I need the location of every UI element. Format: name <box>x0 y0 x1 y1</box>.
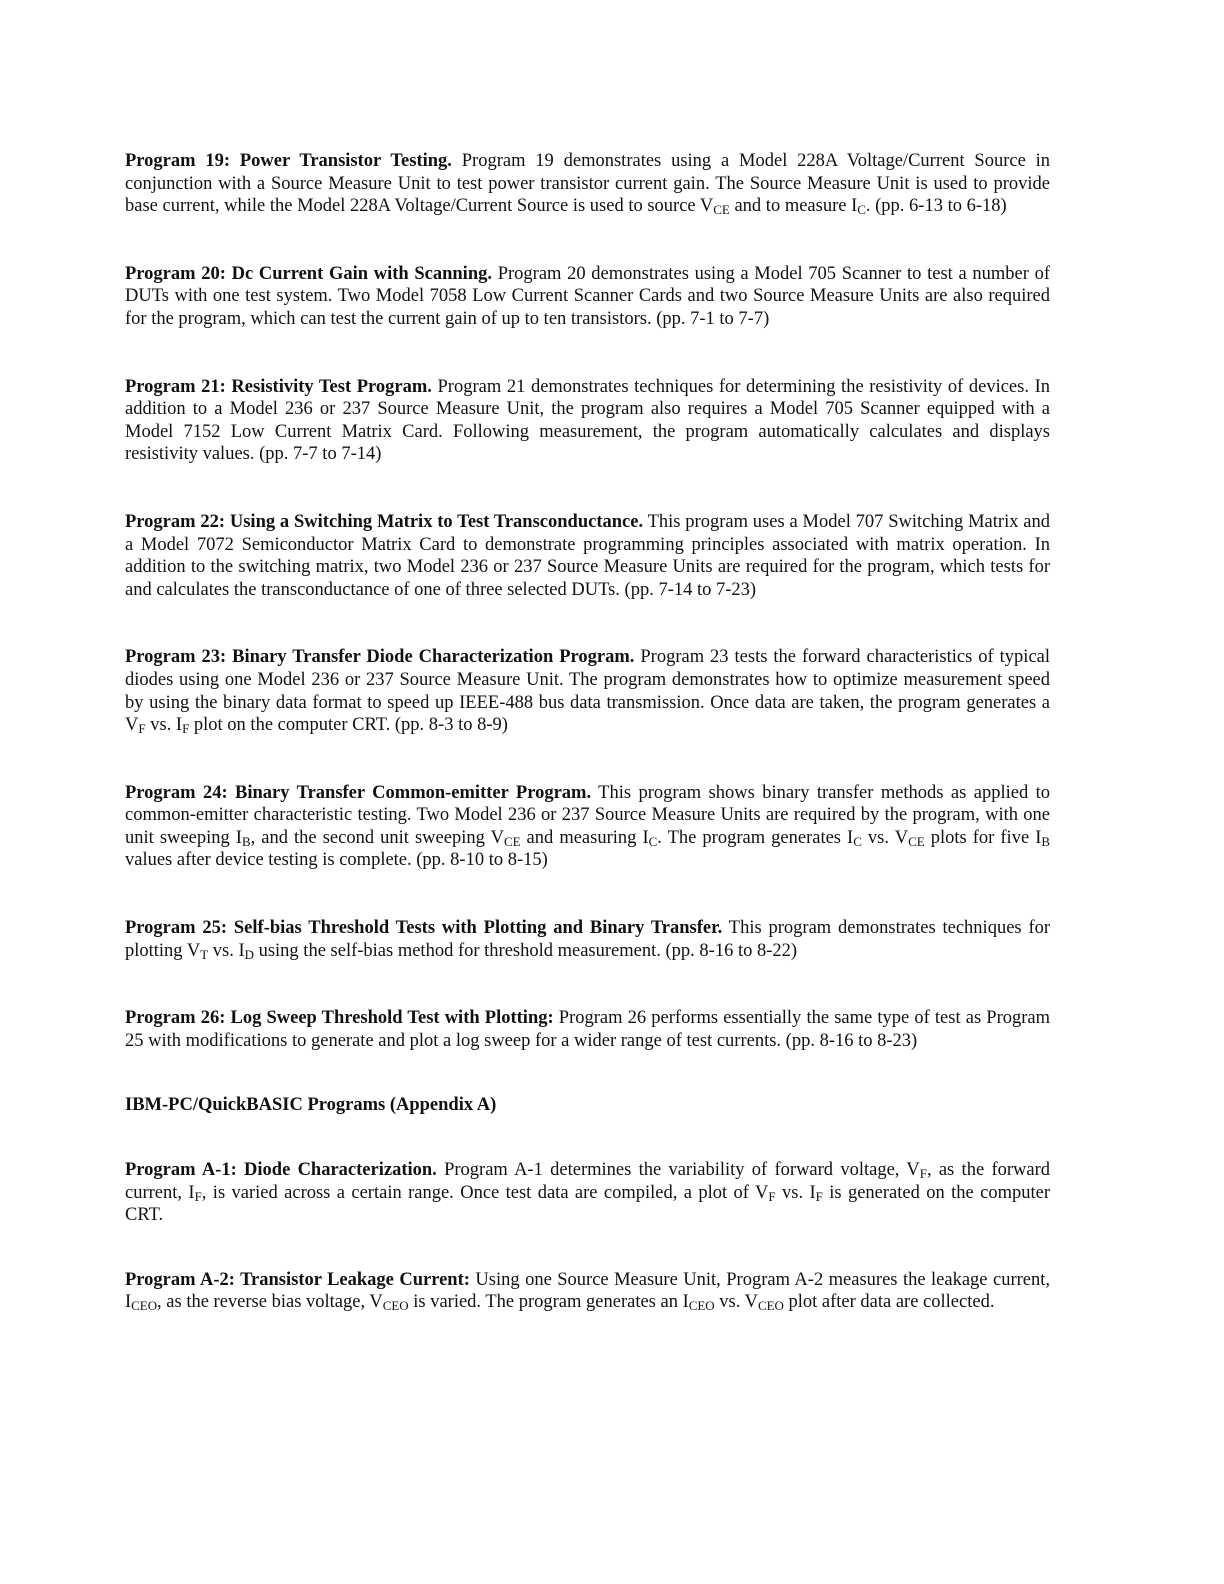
entry-title: Program 23: Binary Transfer Diode Characterization Program. <box>125 647 635 668</box>
entry-title: Program 24: Binary Transfer Common-emitter Program. <box>125 782 592 803</box>
entry-title: Program A-1: Diode Characterization. <box>125 1160 437 1181</box>
program-22-entry: Program 22: Using a Switching Matrix to Test Transconductance. This program uses a Model 707 Switching Matrix and a Model 7072 Semiconductor Matrix Card to demonstrate programming principles associated with matrix operation. In addition to the switching matrix, two Model 236 or 237 Source Measure Units are required for the program, which tests for and calculates the transconductance of one of three selected DUTs. (pp. 7-14 to 7-23) <box>125 511 1050 600</box>
program-19-entry: Program 19: Power Transistor Testing. Program 19 demonstrates using a Model 228A Voltage/Current Source in conjunction with a Source Measure Unit to test power transistor current gain. The Source Measure Unit is used to provide base current, while the Model 228A Voltage/Current Source is used to source $V_{CE}$ and to measure $I_C$. (pp. 6-13 to 6-18) <box>125 151 1050 218</box>
entry-title: Program 22: Using a Switching Matrix to Test Transconductance. <box>125 511 644 532</box>
entry-title: Program 21: Resistivity Test Program. <box>125 376 432 397</box>
section-heading: IBM-PC/QuickBASIC Programs (Appendix A) <box>125 1095 497 1116</box>
program-20-entry: Program 20: Dc Current Gain with Scanning. Program 20 demonstrates using a Model 705 Scanner to test a number of DUTs with one test system. Two Model 7058 Low Current Scanner Cards and two Source Measure Units are also required for the program, which can test the current gain of up to ten transistors. (pp. 7-1 to 7-7) <box>125 263 1050 329</box>
entry-title: Program A-2: Transistor Leakage Current: <box>125 1269 470 1290</box>
entry-title: Program 19: Power Transistor Testing. <box>125 151 452 171</box>
program-21-entry: Program 21: Resistivity Test Program. Program 21 demonstrates techniques for determining the resistivity of devices. In addition to a Model 236 or 237 Source Measure Unit, the program also requires a Model 705 Scanner equipped with a Model 7152 Low Current Matrix Card. Following measurement, the program automatically calculates and displays resistivity values. (pp. 7-7 to 7-14) <box>125 376 1050 465</box>
program-26-entry: Program 26: Log Sweep Threshold Test with Plotting: Program 26 performs essentially the same type of test as Program 25 with modifications to generate and plot a log sweep for a wider range of test currents. (pp. 8-16 to 8-23) <box>125 1008 1051 1051</box>
entry-title: Program 25: Self-bias Threshold Tests with Plotting and Binary Transfer. <box>125 918 723 939</box>
entry-title: Program 20: Dc Current Gain with Scanning. <box>125 263 492 284</box>
program-24-entry: Program 24: Binary Transfer Common-emitter Program. This program shows binary transfer methods as applied to common-emitter characteristic testing. Two Model 236 or 237 Source Measure Units are required by the program, with one unit sweeping $I_B$, and the second unit sweeping $V_{CE}$ and measuring $I_C$. The program generates $I_C$ vs. $V_{CE}$ plots for five $I_B$ values after device testing is complete. (pp. 8-10 to 8-15) <box>125 782 1051 871</box>
program-23-entry: Program 23: Binary Transfer Diode Characterization Program. Program 23 tests the forward characteristics of typical diodes using one Model 236 or 237 Source Measure Unit. The program demonstrates how to optimize measurement speed by using the binary data format to speed up IEEE-488 bus data transmission. Once data are taken, the program generates a $V_F$ vs. $I_F$ plot on the computer CRT. (pp. 8-3 to 8-9) <box>125 647 1051 737</box>
entry-title: Program 26: Log Sweep Threshold Test with Plotting: <box>125 1008 554 1029</box>
program-a2-entry: Program A-2: Transistor Leakage Current: Using one Source Measure Unit, Program A-2 measures the leakage current, $I_{CEO}$, as the reverse bias voltage, $V_{CEO}$ is varied. The program generates an $I_{CEO}$ vs. $V_{CEO}$ plot after data are collected. <box>125 1269 1051 1314</box>
document-page <box>125 150 1050 1314</box>
program-a1-entry: Program A-1: Diode Characterization. Program A-1 determines the variability of forward voltage, $V_F$, as the forward current, $I_F$, is varied across a certain range. Once test data are compiled, a plot of $V_F$ vs. $I_F$ is generated on the computer CRT. <box>125 1160 1051 1226</box>
program-25-entry: Program 25: Self-bias Threshold Tests with Plotting and Binary Transfer. This program demonstrates techniques for plotting $V_T$ vs. $I_D$ using the self-bias method for threshold measurement. (pp. 8-16 to 8-22) <box>125 918 1051 962</box>
